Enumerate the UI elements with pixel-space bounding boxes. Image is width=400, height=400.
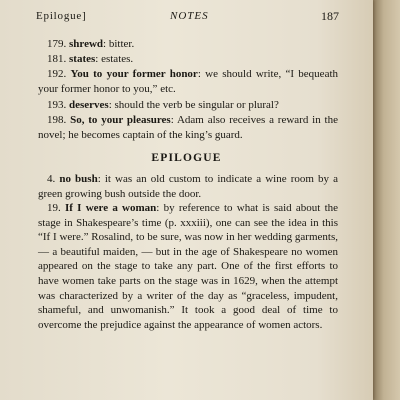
note-number: 181.	[47, 53, 67, 65]
note-keyword: You to your former honor	[70, 68, 198, 80]
running-head-section: Epilogue]	[36, 10, 87, 22]
running-head	[0, 10, 373, 28]
book-spine	[373, 0, 400, 400]
note-keyword: deserves	[69, 99, 109, 111]
note-text: : by reference to what is said about the stage in Shakespeare’s time (p. xxxiii), one can see the idea in this “If I were.” Rosalind, to be sure, was now in her wedding garments, — a beautiful maiden, — but in the age of Shakespeare no women appeared on the stage to take any part. One of the first efforts to have women take parts on the stage was in 1629, when the attempt was characterized by a writer of the day as “graceless, impudent, shameful, and unwomanish.” It took a good deal of time to overcome the prejudice against the appearance of women actors.	[38, 202, 339, 331]
note-number: 179.	[47, 38, 67, 50]
note-number: 19.	[47, 202, 61, 214]
note-193	[38, 98, 338, 113]
note-number: 198.	[47, 114, 67, 126]
note-text: : bitter.	[103, 38, 135, 50]
note-text: : we should write, “I bequeath your former honor to you,” etc.	[38, 68, 339, 95]
note-4	[38, 172, 338, 201]
note-keyword: If I were a woman	[65, 202, 157, 214]
note-number: 192.	[47, 68, 67, 80]
note-179	[38, 37, 338, 52]
note-181	[38, 52, 338, 67]
note-text: : it was an old custom to indicate a wine room by a green growing bush outside the door.	[38, 173, 338, 200]
note-number: 193.	[47, 99, 67, 111]
note-192	[38, 67, 338, 96]
note-19	[38, 201, 338, 332]
note-text: : estates.	[95, 53, 134, 65]
section-title: EPILOGUE	[151, 152, 222, 164]
note-number: 4.	[47, 173, 56, 185]
note-keyword: shrewd	[69, 38, 104, 50]
note-text: : should the verb be singular or plural?	[108, 99, 279, 111]
page-number: 187	[321, 9, 339, 23]
note-text: : Adam also receives a reward in the novel; he becomes captain of the king’s guard.	[38, 114, 338, 141]
note-keyword: no bush	[59, 173, 98, 185]
running-head-title: NOTES	[170, 10, 209, 22]
note-keyword: states	[69, 53, 96, 65]
note-keyword: So, to your pleasures	[70, 114, 171, 126]
note-198	[38, 113, 338, 142]
